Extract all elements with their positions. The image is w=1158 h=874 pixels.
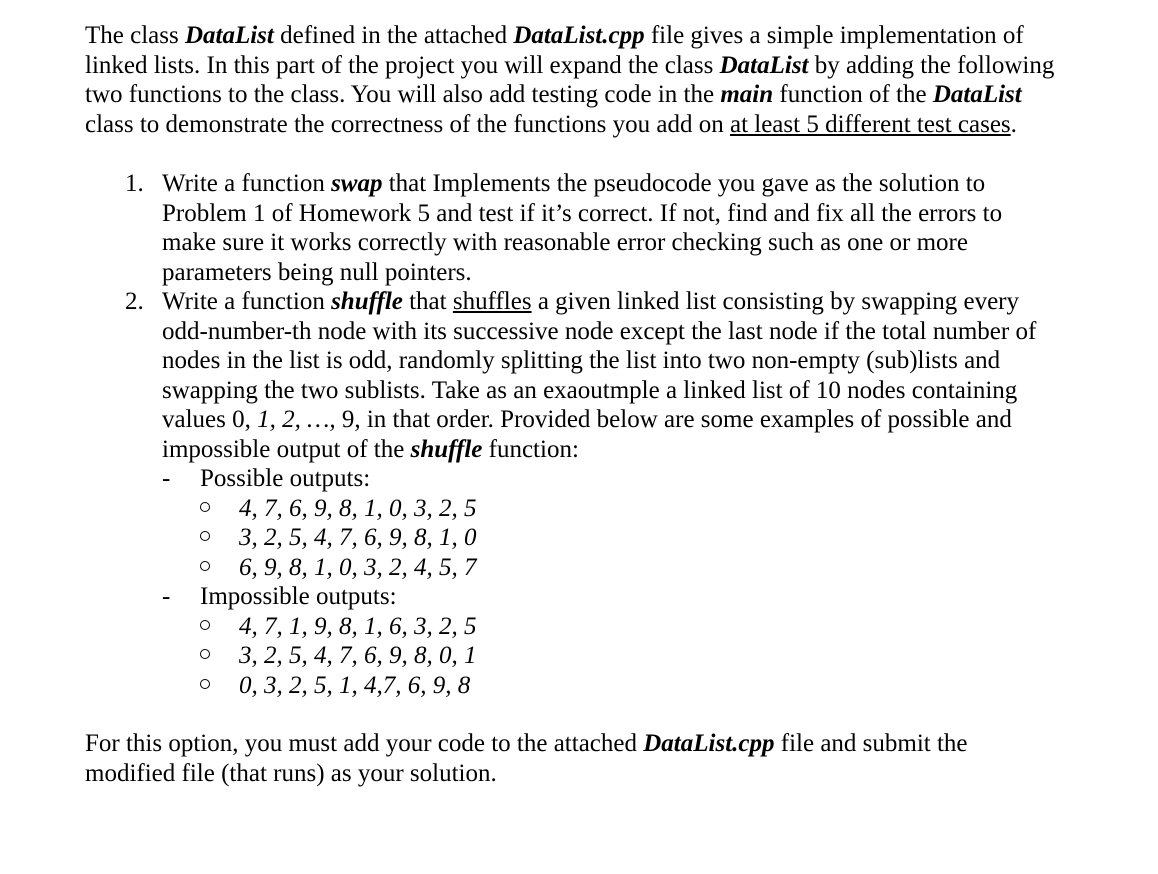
possible-output-item: 6, 9, 8, 1, 0, 3, 2, 4, 5, 7 (162, 553, 1045, 583)
task-number: 1. (125, 170, 144, 197)
intro-paragraph (85, 21, 1085, 139)
possible-output-item: 4, 7, 6, 9, 8, 1, 0, 3, 2, 5 (162, 494, 1045, 524)
impossible-output-item: 0, 3, 2, 5, 1, 4,7, 6, 9, 8 (162, 671, 1045, 701)
outro-paragraph: For this option, you must add your code to the attached DataList.cpp file and submit the modified file (that runs) as your solution. (85, 730, 968, 787)
task-list (125, 169, 1045, 700)
intro-line-1: The class DataList defined in the attached DataList.cpp file gives a simple implementation of (85, 22, 1024, 49)
circle-bullet-icon (200, 561, 210, 571)
task-item-shuffle: 2. Write a function shuffle that shuffles a given linked list consisting by swapping every odd-number-th node with its successive node except the last node if the total number of nodes in the list is odd, randomly splitting the list into two non-empty (sub)lists and swapping the two sublists. Take as an exaoutmple a linked list of 10 nodes containing values 0, 1, 2, …, 9, in that order. Provided below are some examples of possible and impossible output of the shuffle function: - Possible outputs: 4, 7, 6, 9, 8, 1, 0, 3, 2, 5 3, 2, 5, 4, 7, 6, 9, 8, 1, 0 6, 9, 8, 1, 0, 3, 2, 4, 5, 7 - Impossible outputs: 4, 7, 1, 9, 8, 1, 6, 3, 2, 5 3, 2, 5, 4, 7, 6, 9, 8, 0, 1 0, 3, 2, 5, 1, 4,7, 6, 9, 8 (125, 287, 1045, 700)
task-number: 2. (125, 288, 144, 315)
function-name-swap: swap (331, 170, 383, 197)
file-name-datalist-cpp: DataList.cpp (513, 22, 645, 49)
dash-bullet: - (162, 583, 171, 610)
test-cases-requirement: at least 5 different test cases (729, 110, 1011, 138)
file-name-datalist-cpp: DataList.cpp (643, 730, 775, 757)
intro-line-3: two functions to the class. You will also add testing code in the main function of the DataList (85, 81, 1022, 108)
function-name-shuffle: shuffle (331, 288, 403, 315)
dash-bullet: - (162, 465, 171, 492)
impossible-outputs-label: Impossible outputs: (200, 583, 397, 610)
impossible-output-item: 3, 2, 5, 4, 7, 6, 9, 8, 0, 1 (162, 641, 1045, 671)
impossible-outputs-section (162, 582, 1045, 612)
task-item-swap: 1. Write a function swap that Implements the pseudocode you gave as the solution to Problem 1 of Homework 5 and test if it’s correct. If not, find and fix all the errors to make sure it works correctly with reasonable error checking such as one or more parameters being null pointers. (125, 170, 1003, 286)
circle-bullet-icon (200, 531, 210, 541)
main-function-name: main (720, 81, 774, 108)
possible-outputs-label: Possible outputs: (200, 465, 371, 492)
circle-bullet-icon (200, 502, 210, 512)
circle-bullet-icon (200, 679, 210, 689)
document-page (85, 21, 1085, 787)
intro-line-2: linked lists. In this part of the project you will expand the class DataList by adding the following (85, 51, 1055, 79)
intro-line-4: class to demonstrate the correctness of the functions you add on at least 5 different test cases. (85, 110, 1017, 138)
class-name-datalist: DataList (184, 22, 274, 49)
possible-outputs-section (162, 464, 1045, 494)
circle-bullet-icon (200, 620, 210, 630)
possible-output-item: 3, 2, 5, 4, 7, 6, 9, 8, 1, 0 (162, 523, 1045, 553)
impossible-output-item: 4, 7, 1, 9, 8, 1, 6, 3, 2, 5 (162, 612, 1045, 642)
circle-bullet-icon (200, 649, 210, 659)
